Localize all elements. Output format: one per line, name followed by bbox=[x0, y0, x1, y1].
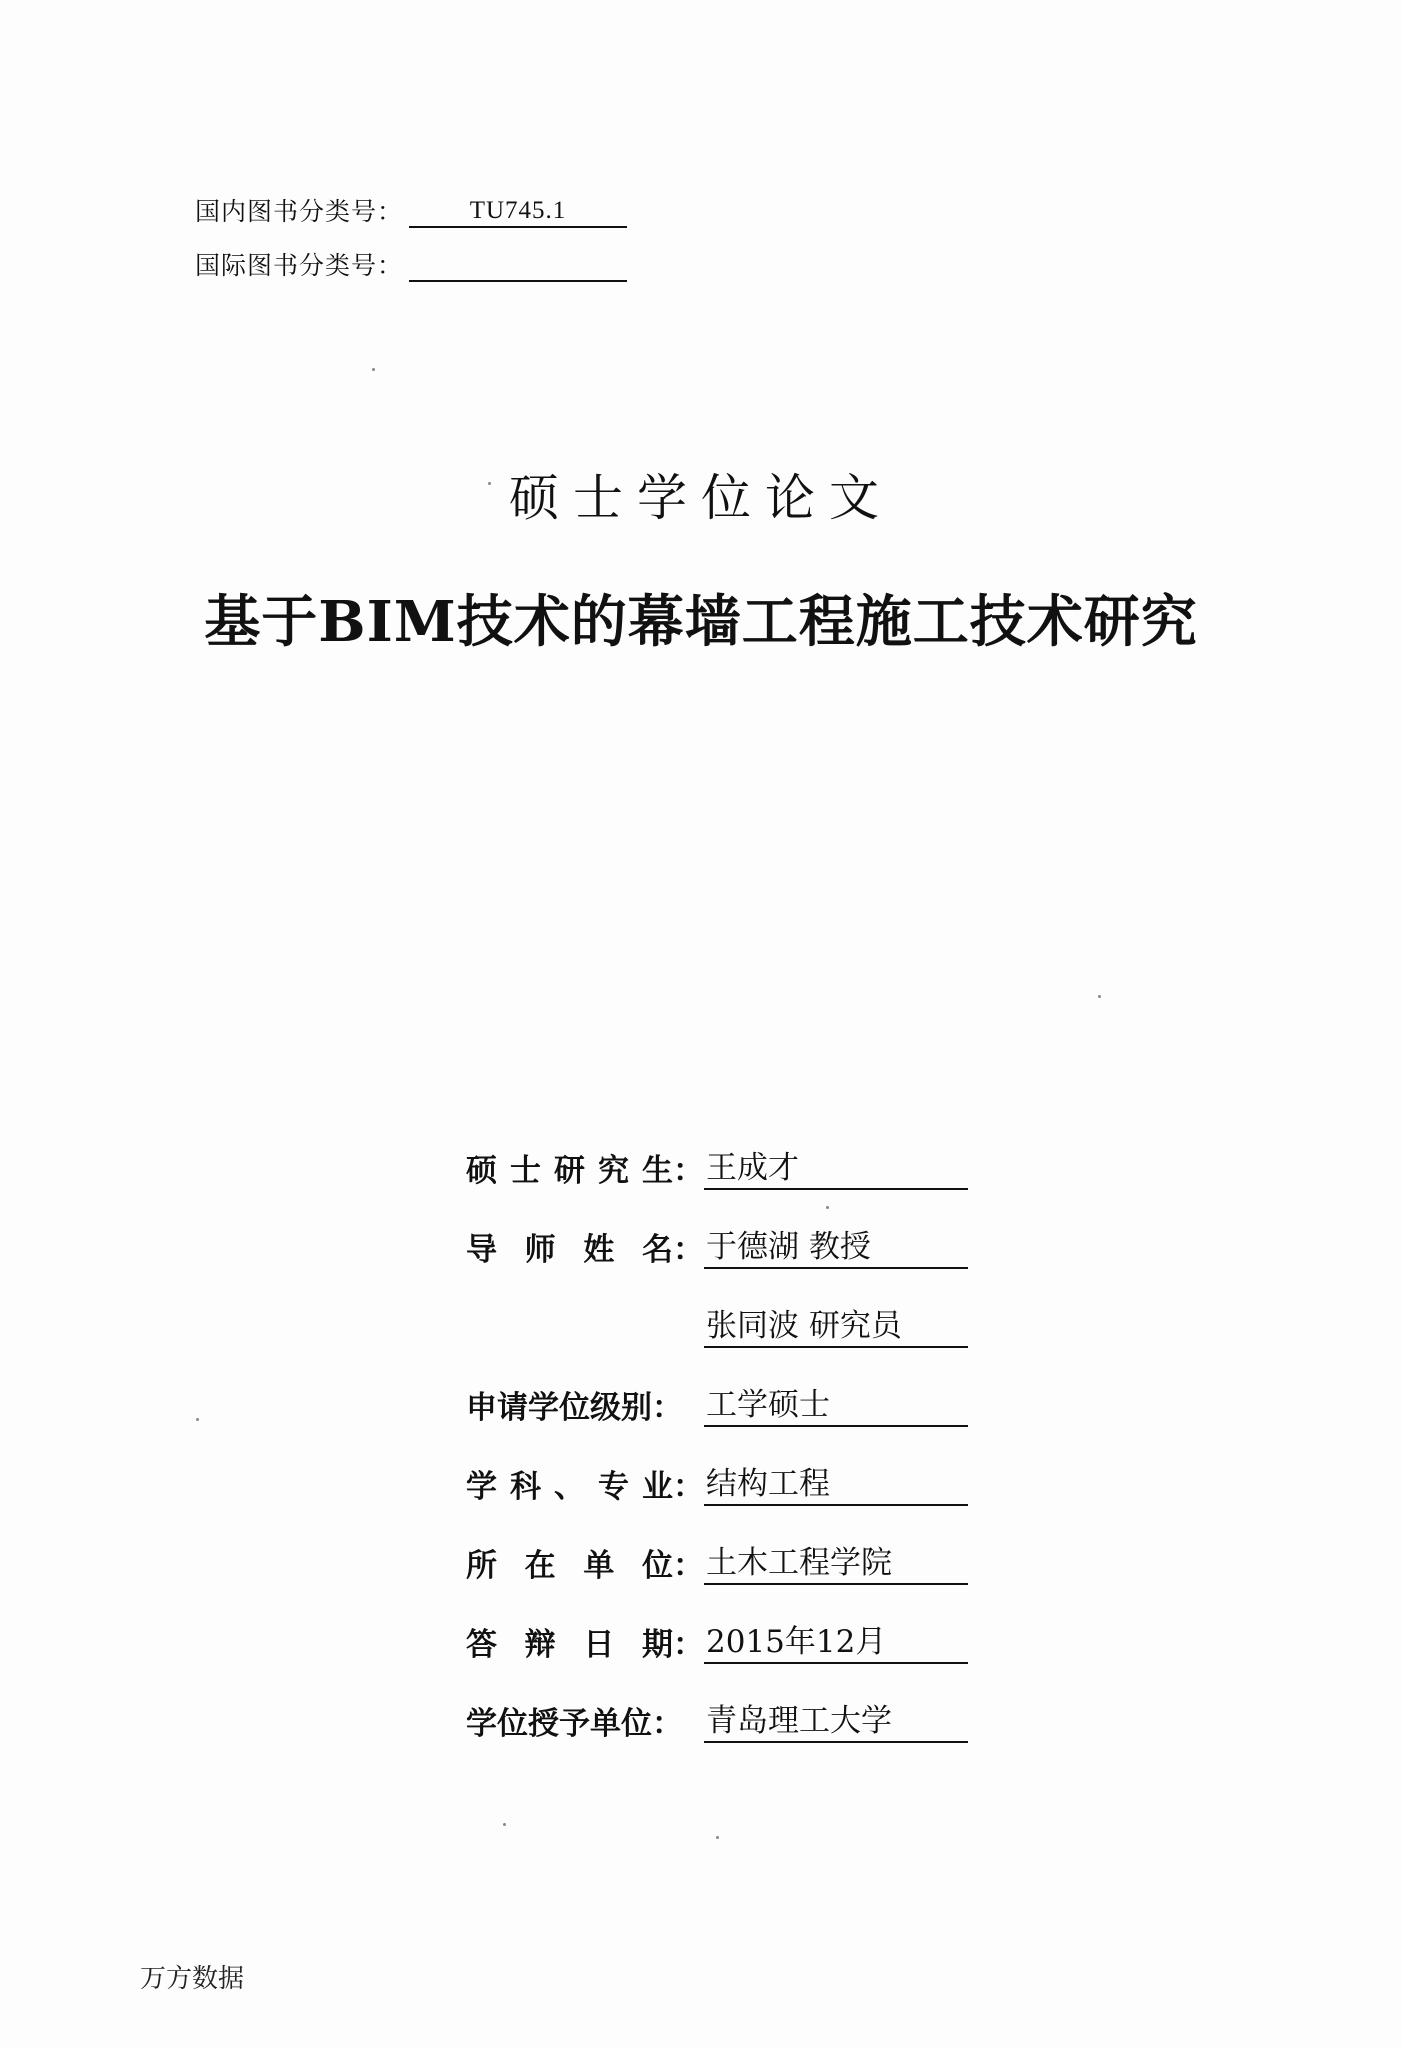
advisor-label-char: 师 bbox=[524, 1232, 556, 1268]
watermark: 万方数据 bbox=[140, 1964, 245, 1994]
major-value: 结构工程 bbox=[704, 1464, 968, 1506]
major-label bbox=[466, 1461, 704, 1506]
unit-label bbox=[466, 1540, 704, 1585]
grantor-label-text: 学位授予单位： bbox=[466, 1706, 683, 1742]
scan-speck bbox=[826, 1206, 829, 1209]
degree-level-row bbox=[466, 1375, 968, 1427]
defense-label-char: 日 bbox=[583, 1627, 615, 1663]
degree-level-label bbox=[466, 1382, 704, 1427]
student-row bbox=[466, 1138, 968, 1190]
unit-label-char: 单 bbox=[583, 1548, 615, 1584]
student-label-char: 硕 bbox=[466, 1153, 497, 1189]
student-label-char: 生： bbox=[642, 1153, 704, 1189]
defense-label-char: 辩 bbox=[524, 1627, 556, 1663]
advisor-label-char: 导 bbox=[466, 1232, 497, 1268]
major-row bbox=[466, 1454, 968, 1506]
advisor-value-1: 于德湖 教授 bbox=[704, 1227, 968, 1269]
major-label-char: 、 bbox=[554, 1469, 585, 1505]
major-label-char: 业： bbox=[642, 1469, 704, 1505]
grantor-label bbox=[466, 1698, 704, 1743]
scan-speck bbox=[372, 368, 375, 371]
major-label-char: 专 bbox=[598, 1469, 629, 1505]
unit-label-char: 所 bbox=[466, 1548, 497, 1584]
student-label-char: 士 bbox=[510, 1153, 541, 1189]
defense-label-char: 答 bbox=[466, 1627, 497, 1663]
student-label-char: 究 bbox=[598, 1153, 629, 1189]
grantor-row bbox=[466, 1691, 968, 1743]
student-value: 王成才 bbox=[704, 1148, 968, 1190]
degree-title: 硕士学位论文 bbox=[509, 469, 893, 527]
domestic-classification-value: TU745.1 bbox=[409, 196, 627, 228]
thesis-title: 基于BIM技术的幕墙工程施工技术研究 bbox=[204, 589, 1198, 655]
co-advisor-row bbox=[466, 1296, 968, 1348]
scan-speck bbox=[503, 1823, 506, 1826]
degree-level-label-text: 申请学位级别： bbox=[466, 1390, 683, 1426]
degree-level-value: 工学硕士 bbox=[704, 1385, 968, 1427]
scan-speck bbox=[488, 482, 491, 485]
scan-speck bbox=[196, 1418, 199, 1421]
advisor-row bbox=[466, 1217, 968, 1269]
domestic-classification-row bbox=[195, 188, 627, 228]
international-classification-value bbox=[409, 250, 627, 282]
scan-speck bbox=[1098, 995, 1101, 998]
international-classification-label: 国际图书分类号： bbox=[195, 251, 404, 280]
grantor-value: 青岛理工大学 bbox=[704, 1701, 968, 1743]
unit-value: 土木工程学院 bbox=[704, 1543, 968, 1585]
major-label-char: 学 bbox=[466, 1469, 497, 1505]
student-label bbox=[466, 1145, 704, 1190]
advisor-value-2: 张同波 研究员 bbox=[704, 1306, 968, 1348]
advisor-label-char: 姓 bbox=[583, 1232, 615, 1268]
defense-date-row bbox=[466, 1612, 968, 1664]
unit-label-char: 位： bbox=[641, 1548, 704, 1584]
advisor-label bbox=[466, 1224, 704, 1269]
defense-label-char: 期： bbox=[641, 1627, 704, 1663]
defense-date-value: 2015年12月 bbox=[704, 1622, 968, 1664]
scan-speck bbox=[716, 1836, 719, 1839]
unit-row bbox=[466, 1533, 968, 1585]
major-label-char: 科 bbox=[510, 1469, 541, 1505]
unit-label-char: 在 bbox=[524, 1548, 556, 1584]
international-classification-row bbox=[195, 242, 627, 282]
defense-date-label bbox=[466, 1619, 704, 1664]
advisor-label-char: 名： bbox=[641, 1232, 704, 1268]
student-label-char: 研 bbox=[554, 1153, 585, 1189]
domestic-classification-label: 国内图书分类号： bbox=[195, 197, 404, 226]
